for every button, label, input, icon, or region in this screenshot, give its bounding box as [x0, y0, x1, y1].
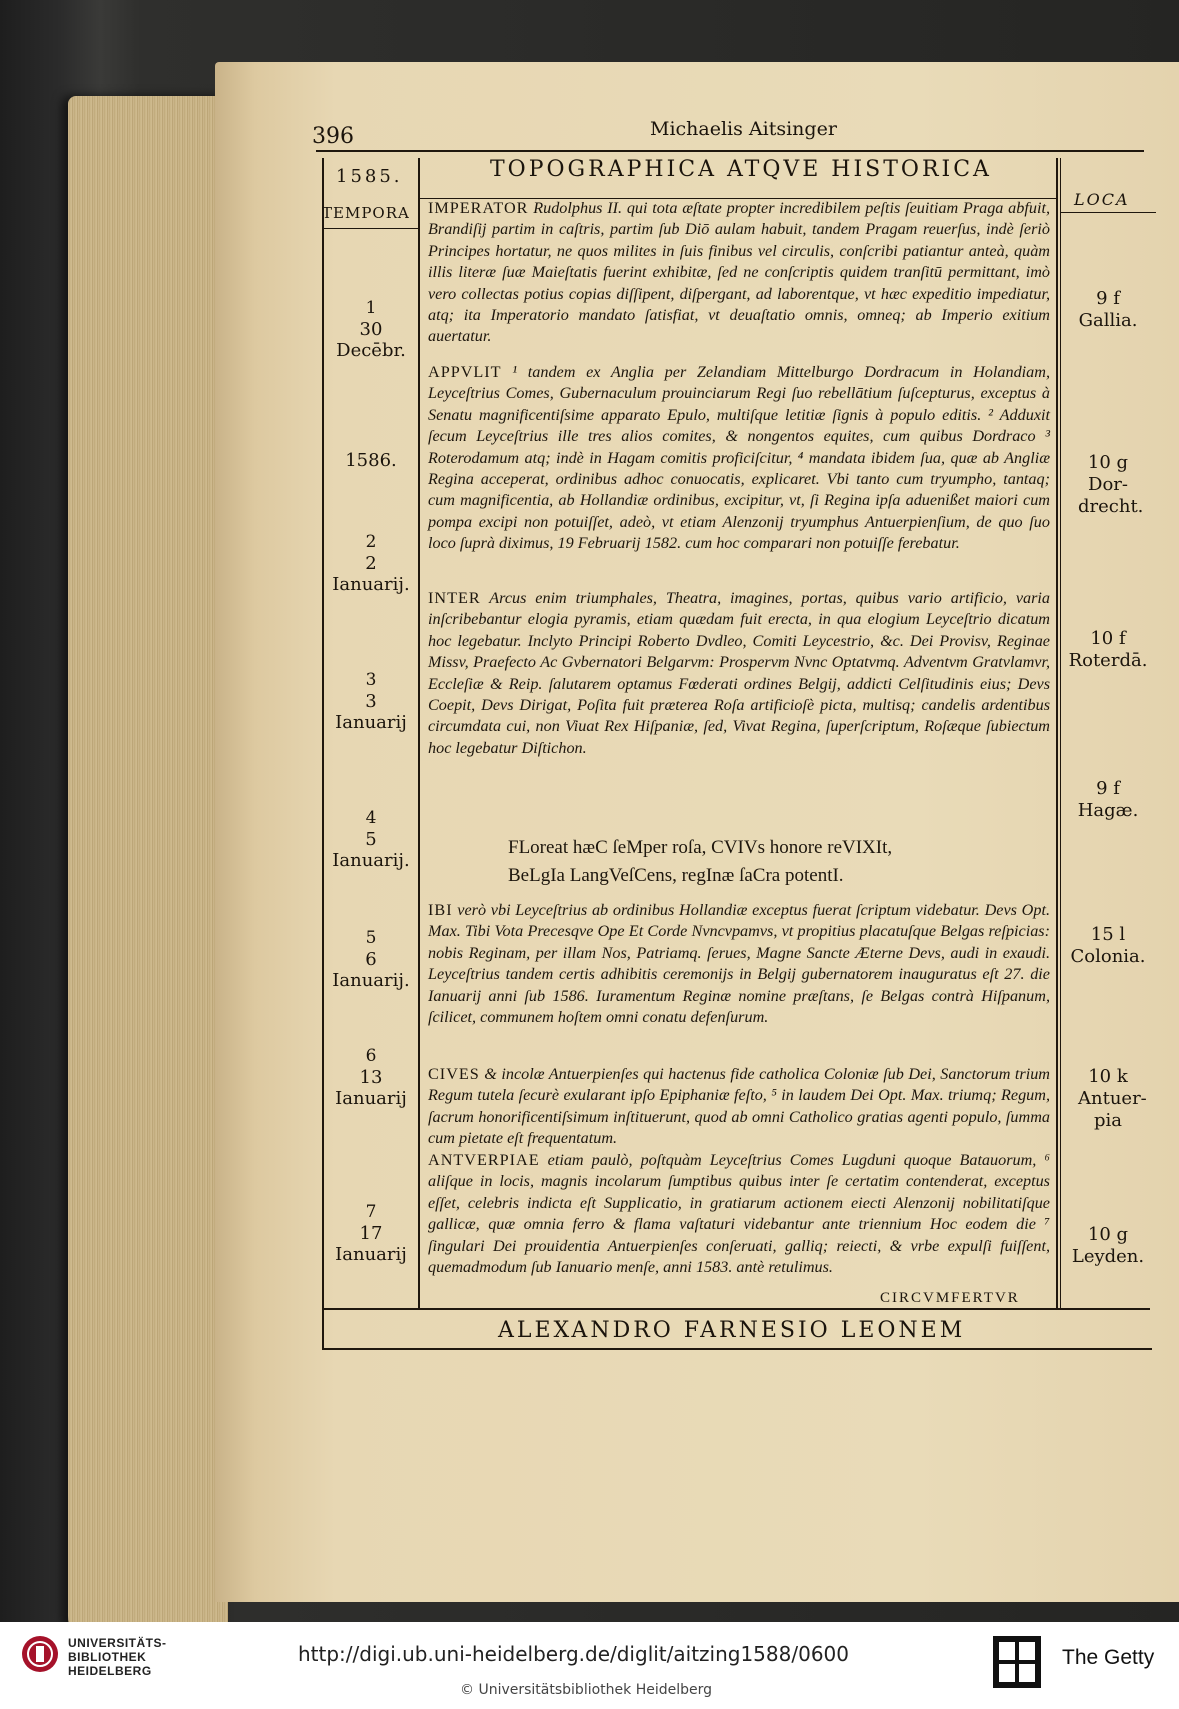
- tempora-divider: [418, 158, 420, 1308]
- paragraph: IBI verò vbi Leyceſtrius ab ordinibus Hollandiæ exceptus fuerat ſcriptum videbatur. Devs Opt. Max. Tibi Vota Precesqve Ope Et Corde Nvncvpamvs, vt propitius placatuſque Belgas reſpicias: nobis Reginam, per illam Nos, Patriamq. ſerues, Magne Sancte Æterne Devs, audi in exaudi. Leyceſtrius tandem certis adhibitis ceremonijs in Belgij gubernatorem inauguratus eſt 27. die Ianuarij anni ſub 1586. Iuramentum Reginæ nomine præſtans, ſe Belgas contrà Hiſpanum, ſcilicet, communem hoſtem omni conatu defenſurum.: [428, 901, 1050, 1027]
- library-name: UNIVERSITÄTS- BIBLIOTHEK HEIDELBERG: [68, 1636, 167, 1678]
- date-entry: 3 3 Ianuarij: [335, 670, 407, 733]
- getty-logo-icon: [993, 1636, 1041, 1688]
- place-entry: 10 f Roterdā.: [1068, 628, 1148, 671]
- top-rule: [316, 150, 1144, 152]
- paragraph: CIVES & incolæ Antuerpienſes qui hactenus fide catholica Coloniæ ſub Dei, Sanctorum trium Regum tutela ſecurè exularant ipſo Epiphaniæ feſto, ⁵ in laudem Dei Opt. Max. triumq; Regum, ſacrum honorificentiſsimum inſtituerunt, quod ab omni Catholico gratias agenti populo, ſumma cum pietate eſt frequentatum.: [428, 1065, 1050, 1148]
- paragraph: APPVLIT ¹ tandem ex Anglia per Zelandiam Mittelburgo Dordracum in Holandiam, Leyceſtrius Comes, Gubernaculum prouinciarum Regi ſuo rebellātium ſuſcepturus, exceptus à Senatu magnificentiſsime apparato Epulo, multiſque letitiæ ſignis à populo editis. ² Adduxit ſecum Leyceſtrius ille tres alios comites, & nongentos equites, cum quibus Dordraco ³ Roterodamum atq; indè in Hagam comitis proficiſcitur, ⁴ mandata ibidem ſua, quæ ab Angliæ Regina acceperat, ordinibus adhoc conuocatis, explicaret. Vbi tanto cum tryumpho, tantaq; cum magnificentia, ab Hollandiæ ordinibus, excipitur, vt, ſi Regina ipſa aduenißet maiori cum pompa excipi non potuiſſet, adeò, vt etiam Alenzonij tryumphus Antuerpienſium, de quo ſuo loco ſuprà diximus, 19 Februarij 1582. cum hoc comparari non potuiſſe ferebatur.: [428, 363, 1050, 553]
- date-entry: 2 2 Ianuarij.: [332, 532, 410, 595]
- verse-line: FLoreat hæC ſeMper roſa, CVIVs honore reVIXIt,: [508, 837, 893, 858]
- university-seal-icon: [20, 1634, 60, 1674]
- place-entry: 9 f Hagæ.: [1077, 778, 1139, 821]
- bottom-rule: [322, 1308, 1150, 1310]
- place-entry: 9 f Gallia.: [1078, 288, 1138, 331]
- page-title: TOPOGRAPHICA ATQVE HISTORICA: [490, 157, 992, 182]
- date-entry: 5 6 Ianuarij.: [332, 928, 410, 991]
- place-entry: 15 l Colonia.: [1070, 924, 1146, 967]
- bottom-title: ALEXANDRO FARNESIO LEONEM: [498, 1318, 966, 1343]
- date-entry: 1 30 Decēbr.: [336, 298, 406, 361]
- place-entry: 10 g Dor-drecht.: [1078, 452, 1144, 517]
- folio-number: 396: [312, 124, 354, 149]
- year-entry: 1586.: [345, 450, 397, 471]
- getty-name: The Getty: [1062, 1646, 1155, 1669]
- column-header-loca: LOCA: [1074, 190, 1130, 209]
- paragraph: INTER Arcus enim triumphales, Theatra, imagines, portas, quibus vario artificio, varia inſcribebantur elogia pyramis, etiam quædam fuit erecta, in qua elogium Leyceſtrio dicatum hoc legebatur. Inclyto Principi Roberto Dvdleo, Comiti Leycestrio, &c. Dei Provisv, Reginae Missv, Praefecto Ac Gvbernatori Belgarvm: Prospervm Nvnc Optatvmq. Adventvm Gratvlamvr, Eccleſiæ & Reip. ſalutarem optamus Fœderati ordines Belgij, addicti Celſitudinis eius; Devs Coepit, Devs Dirigat, Poſita fuit præterea Roſa artificioſè picta, multisq; candelis ardentibus circumdata cui, non Viuat Rex Hiſpaniæ, ſed, Vivat Regina, ſuperſcriptum, Roſæque ſubiectum hoc legebatur Diſtichon.: [428, 589, 1050, 757]
- date-entry: 4 5 Ianuarij.: [332, 808, 410, 871]
- place-entry: 10 k Antuer-pia: [1078, 1066, 1147, 1131]
- viewer-footer: [0, 1622, 1179, 1709]
- book-fore-edge: [68, 96, 228, 1656]
- verse-line: BeLgIa LangVeſCens, regInæ ſaCra potentI.: [508, 865, 844, 886]
- distich: [508, 834, 892, 890]
- paragraph: ANTVERPIAE etiam paulò, poſtquàm Leyceſtrius Comes Lugduni quoque Batauorum, ⁶ aliſque in locis, magnis incolarum ſumptibus quibus inter ſe certatim contenderat, exceptus eſſet, celebris indicta eſt Supplicatio, in gratiarum actionem eiecti Alenzonij nobilitatiſque gallicæ, quæ omnia ferro & flama vaſtaturi videbantur ante triennium Hoc eodem die ⁷ ſingulari Dei prouidentia Antuerpienſes conſeruati, galliq; reiecti, & vrbe expulſi fuiſſent, quemadmodum ſub Ianuario menſe, anni 1583. antè retulimus.: [428, 1151, 1050, 1277]
- date-entry: 7 17 Ianuarij: [335, 1202, 407, 1265]
- place-entry: 10 g Leyden.: [1071, 1224, 1145, 1267]
- running-head: Michaelis Aitsinger: [650, 118, 837, 140]
- loca-divider: [1056, 158, 1058, 1308]
- date-entry: 6 13 Ianuarij: [335, 1046, 407, 1109]
- paragraph: IMPERATOR Rudolphus II. qui tota æſtate propter incredibilem peſtis ſeuitiam Praga abfuit, Brandiſij partim in caſtris, partim ſub Diō aulam habuit, tandem Pragam reuerſus, indè ſeriò Principes hortatur, ne quos milites in ſuis finibus vel circulis, conſcribi patiantur anteà, quàm illis literæ ſuæ Maieſtatis fuerint exhibitæ, ſed ne conſcriptis quidem tranſitū permittant, imò vero collectas potius copias diſſipent, diſpergant, ad laborentque, vt hæc expeditio impediatur, atq; ita Imperatorio mandato ſatisfiat, vt deuaſtatio omnis, omneq; ab Imperio exitium auertatur.: [428, 199, 1050, 346]
- permalink[interactable]: http://digi.ub.uni-heidelberg.de/diglit/aitzing1588/0600: [298, 1642, 849, 1666]
- frame-left-rule: [322, 158, 324, 1348]
- year-heading: 1585.: [336, 166, 403, 187]
- copyright-notice: © Universitätsbibliothek Heidelberg: [460, 1682, 713, 1698]
- catchword: CIRCVMFERTVR: [880, 1290, 1020, 1306]
- column-header-tempora: TEMPORA: [322, 204, 410, 222]
